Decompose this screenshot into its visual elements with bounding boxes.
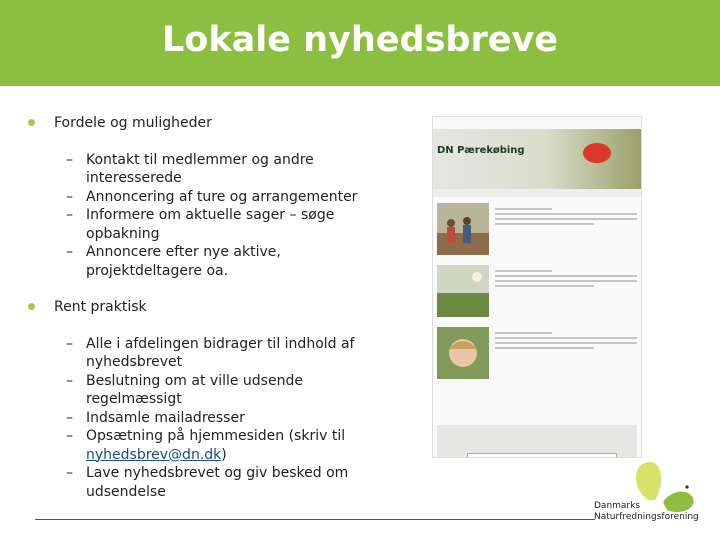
sub-item: – Informere om aktuelle sager – søge opbakning — [66, 206, 368, 243]
landscape-photo-icon — [437, 265, 489, 317]
logo-text — [594, 501, 699, 523]
email-suffix: ) — [221, 446, 227, 463]
bullet-label: Rent praktisk — [54, 299, 147, 315]
bullet-praktisk — [28, 298, 368, 317]
sub-item: – Annoncering af ture og arrangementer — [66, 188, 368, 207]
newsletter-info-box — [437, 425, 637, 458]
newsletter-banner — [433, 129, 641, 189]
sub-item: – Annoncere efter nye aktive, projektdeltagere oa. — [66, 243, 368, 280]
sub-item: – Alle i afdelingen bidrager til indhold af nyhedsbrevet — [66, 335, 368, 372]
people-photo-icon — [437, 203, 489, 255]
sub-item: – Kontakt til medlemmer og andre interesserede — [66, 151, 368, 188]
email-link[interactable]: nyhedsbrev@dn.dk — [86, 446, 222, 463]
sub-list-fordele — [28, 151, 368, 281]
logo-line-1: Danmarks — [594, 501, 641, 511]
title-bar — [0, 0, 720, 86]
newsletter-name: DN Pærekøbing — [437, 145, 525, 156]
email-prefix: Opsætning på hjemmesiden (skriv til — [86, 428, 346, 444]
bullet-label: Fordele og muligheder — [54, 115, 212, 131]
poppy-flower-icon — [583, 143, 611, 163]
bullet-list — [28, 114, 368, 519]
sub-list-praktisk — [28, 335, 368, 502]
sub-item: – Indsamle mailadresser — [66, 409, 368, 428]
newsletter-date-bar — [433, 189, 641, 197]
bullet-fordele — [28, 114, 368, 133]
bullet-dot-icon — [28, 303, 35, 310]
newsletter-article — [437, 327, 637, 383]
logo-line-2: Naturfredningsforening — [594, 512, 699, 522]
bullet-dot-icon — [28, 119, 35, 126]
divider-line — [35, 519, 595, 520]
sub-item: – Lave nyhedsbrevet og giv besked om udsendelse — [66, 464, 368, 501]
newsletter-article — [437, 203, 637, 259]
sub-item-email — [66, 427, 368, 464]
sub-item: – Beslutning om at ville udsende regelmæssigt — [66, 372, 368, 409]
newsletter-preview-image — [432, 116, 642, 458]
newsletter-article — [437, 265, 637, 321]
child-photo-icon — [437, 327, 489, 379]
newsletter-support-button — [467, 453, 617, 458]
newsletter-topline — [433, 117, 641, 129]
slide-title: Lokale nyhedsbreve — [161, 20, 559, 60]
